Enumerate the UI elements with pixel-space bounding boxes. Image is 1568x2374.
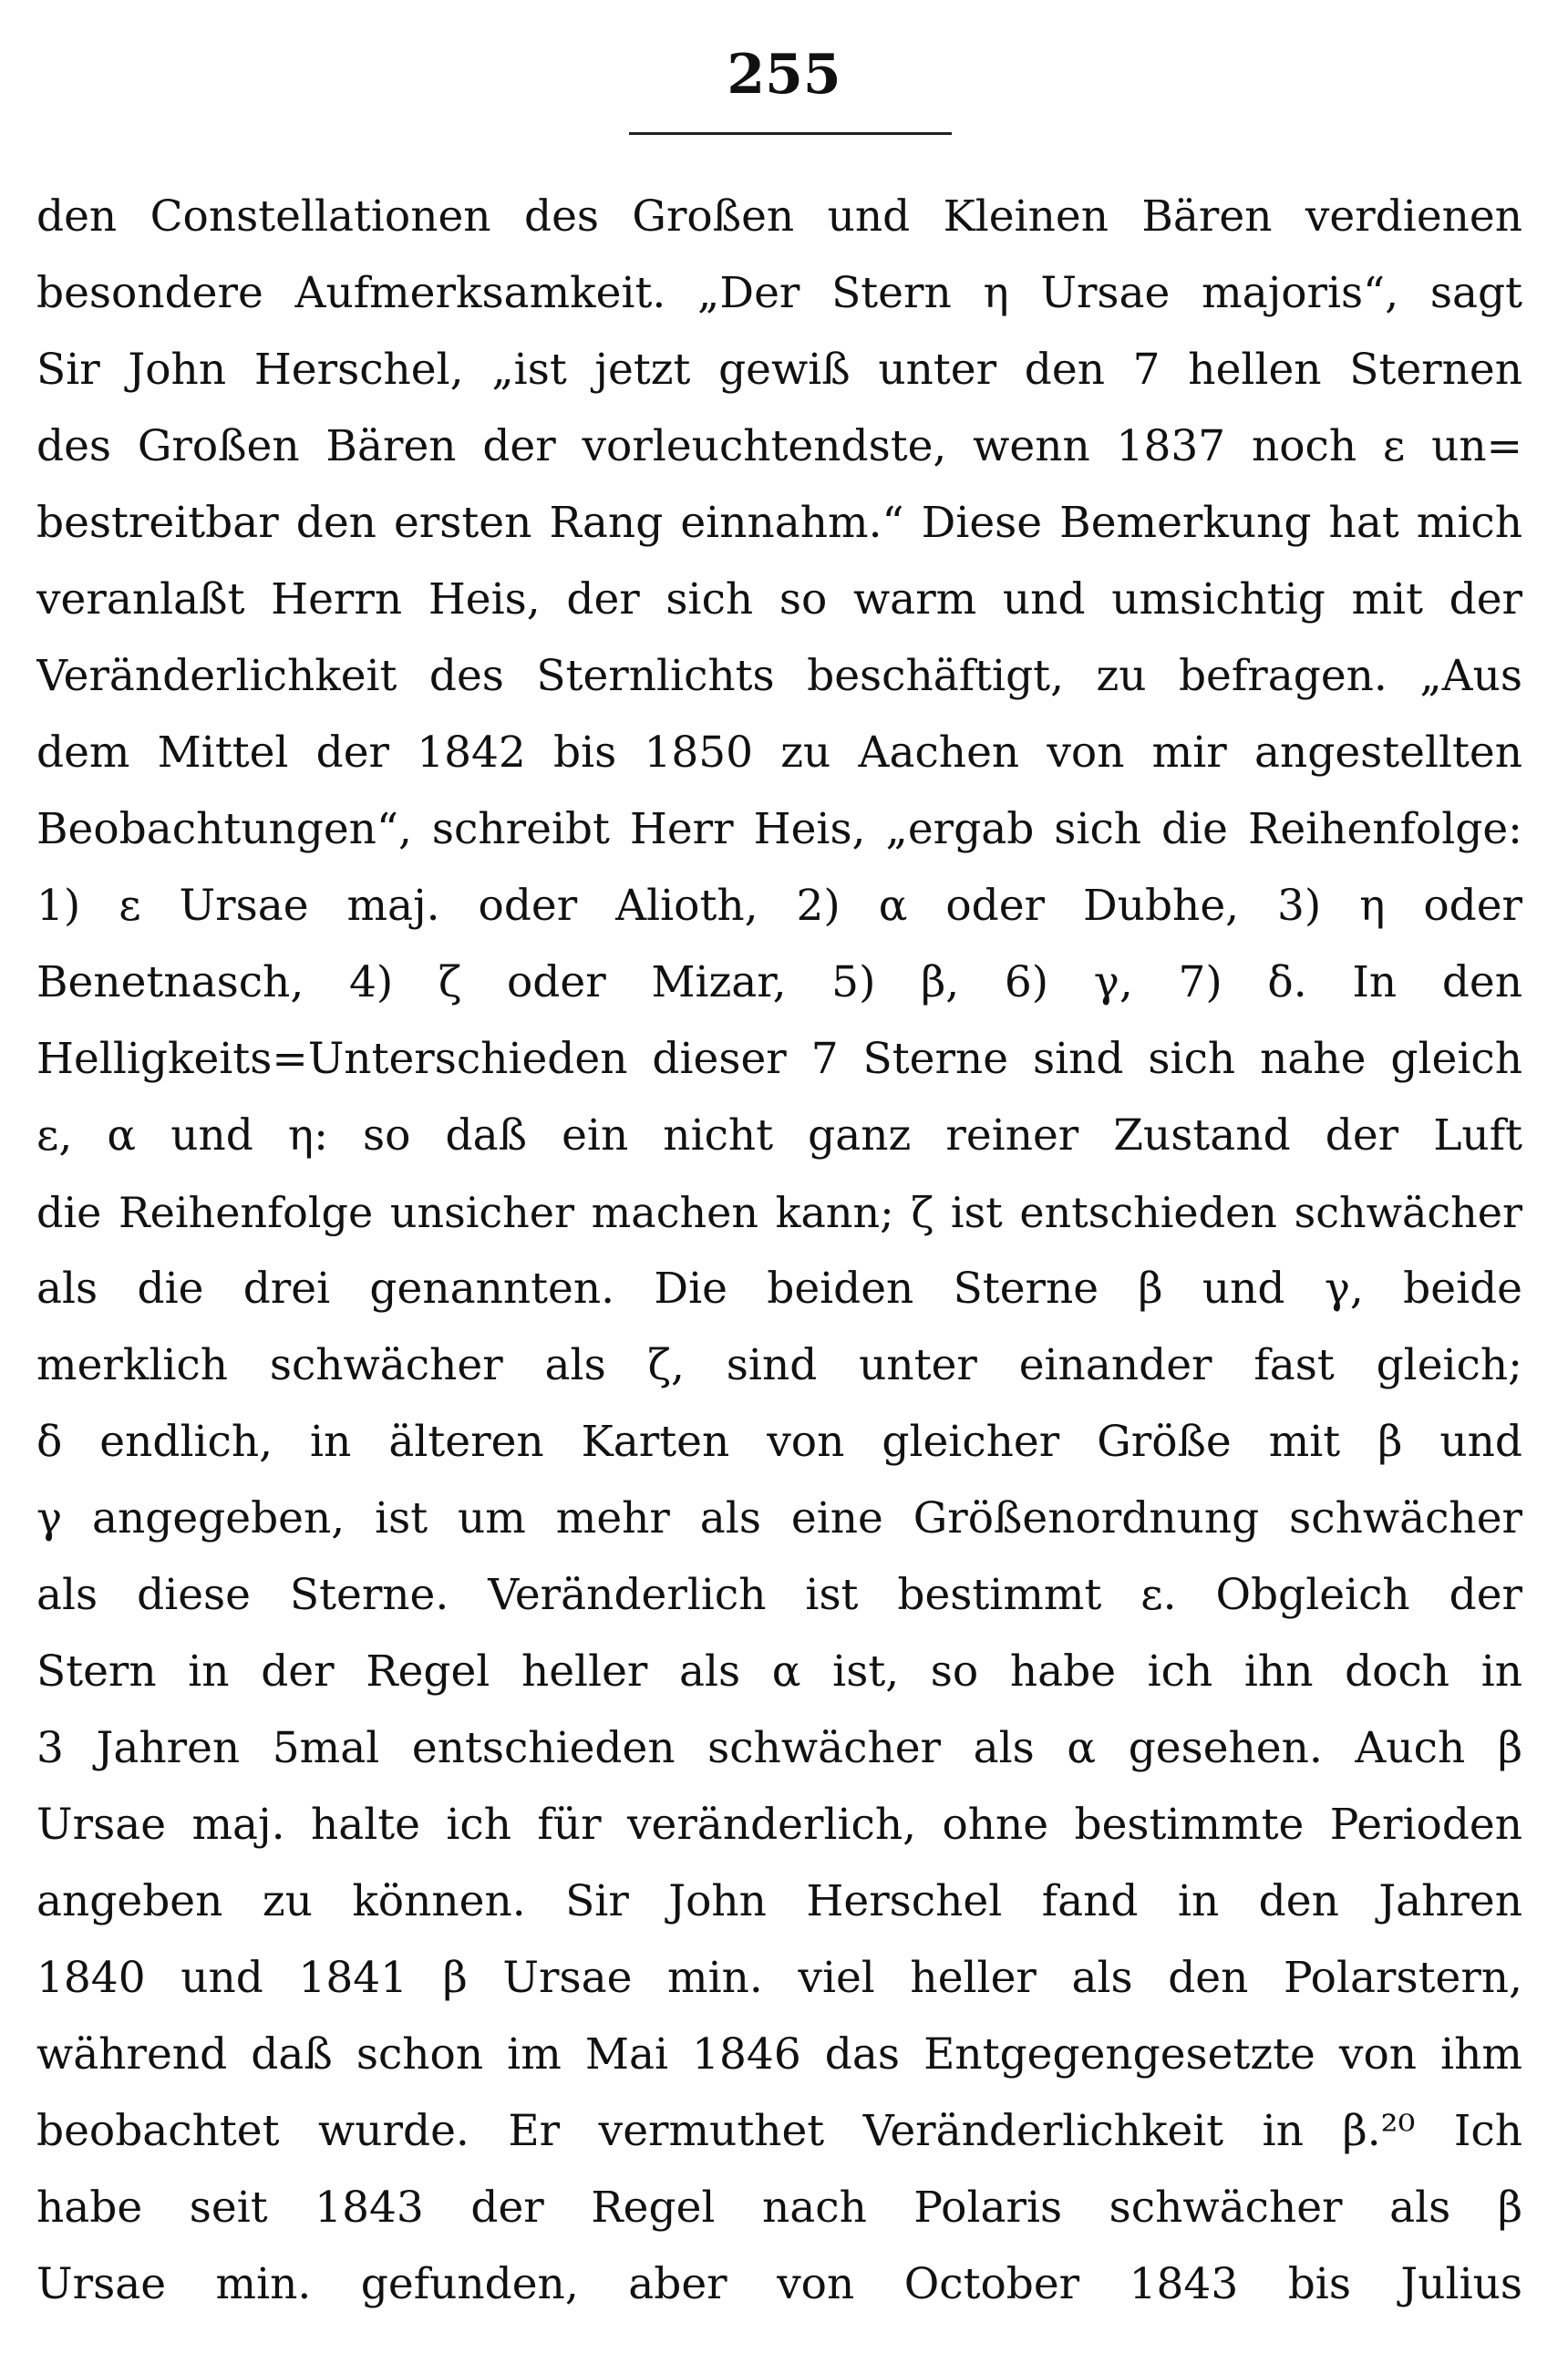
text-line: dem Mittel der 1842 bis 1850 zu Aachen von mir angestellten xyxy=(36,728,1522,778)
text-line: Ursae maj. halte ich für veränderlich, ohne bestimmte Perioden xyxy=(36,1800,1522,1850)
header-rule xyxy=(629,132,952,135)
text-line: bestreitbar den ersten Rang einnahm.“ Diese Bemerkung hat mich xyxy=(36,498,1522,548)
text-line: 3 Jahren 5mal entschieden schwächer als α gesehen. Auch β xyxy=(36,1723,1522,1773)
text-line: Benetnasch, 4) ζ oder Mizar, 5) β, 6) γ, 7) δ. In den xyxy=(36,957,1522,1007)
text-line: angeben zu können. Sir John Herschel fand in den Jahren xyxy=(36,1876,1522,1926)
text-line: 1840 und 1841 β Ursae min. viel heller als den Polarstern, xyxy=(36,1953,1522,2003)
text-line: des Großen Bären der vorleuchtendste, wenn 1837 noch ε un= xyxy=(36,421,1522,471)
text-line: als die drei genannten. Die beiden Sterne β und γ, beide xyxy=(36,1264,1522,1314)
text-line: Beobachtungen“, schreibt Herr Heis, „ergab sich die Reihenfolge: xyxy=(36,804,1522,854)
text-line: γ angegeben, ist um mehr als eine Größenordnung schwächer xyxy=(36,1493,1522,1543)
text-line: beobachtet wurde. Er vermuthet Veränderlichkeit in β.²⁰ Ich xyxy=(36,2106,1522,2156)
text-line: 1) ε Ursae maj. oder Alioth, 2) α oder Dubhe, 3) η oder xyxy=(36,881,1522,931)
text-line: Veränderlichkeit des Sternlichts beschäftigt, zu befragen. „Aus xyxy=(36,651,1522,701)
text-line: habe seit 1843 der Regel nach Polaris schwächer als β xyxy=(36,2183,1522,2233)
text-line: besondere Aufmerksamkeit. „Der Stern η Ursae majoris“, sagt xyxy=(36,268,1522,318)
text-line: δ endlich, in älteren Karten von gleicher Größe mit β und xyxy=(36,1417,1522,1467)
body-text xyxy=(36,179,1522,2323)
text-line: Sir John Herschel, „ist jetzt gewiß unter den 7 hellen Sternen xyxy=(36,345,1522,395)
text-line: den Constellationen des Großen und Kleinen Bären verdienen xyxy=(36,191,1522,242)
text-line: während daß schon im Mai 1846 das Entgegengesetzte von ihm xyxy=(36,2029,1522,2080)
text-line: ε, α und η: so daß ein nicht ganz reiner Zustand der Luft xyxy=(36,1110,1522,1161)
page-number: 255 xyxy=(727,43,841,107)
text-line: merklich schwächer als ζ, sind unter einander fast gleich; xyxy=(36,1340,1522,1390)
text-line: Stern in der Regel heller als α ist, so habe ich ihn doch in xyxy=(36,1646,1522,1697)
text-line: veranlaßt Herrn Heis, der sich so warm und umsichtig mit der xyxy=(36,574,1522,624)
text-line: als diese Sterne. Veränderlich ist bestimmt ε. Obgleich der xyxy=(36,1570,1522,1620)
text-line: Ursae min. gefunden, aber von October 1843 bis Julius xyxy=(36,2259,1522,2309)
text-line: die Reihenfolge unsicher machen kann; ζ ist entschieden schwächer xyxy=(36,1188,1522,1237)
text-line: Helligkeits=Unterschieden dieser 7 Sterne sind sich nahe gleich xyxy=(36,1034,1522,1084)
